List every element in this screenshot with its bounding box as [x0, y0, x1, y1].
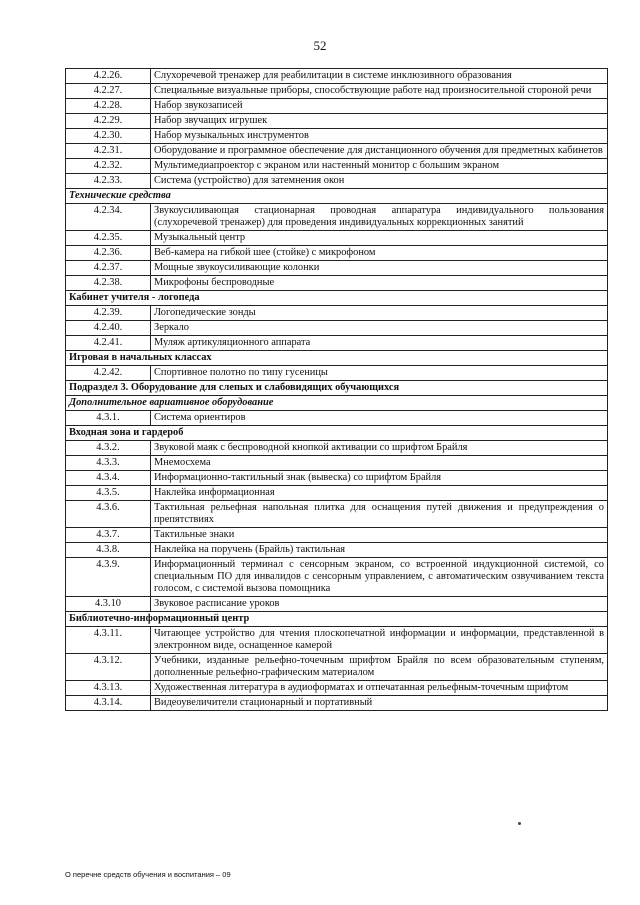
item-description: Система ориентиров: [151, 411, 608, 426]
table-row: [66, 246, 608, 261]
item-description: Звукоусиливающая стационарная проводная аппаратура индивидуального пользования (слухоречевой тренажер) для проведения индивидуальных коррекционных занятий: [151, 204, 608, 231]
table-row: [66, 501, 608, 528]
table-row: [66, 144, 608, 159]
table-row: [66, 261, 608, 276]
item-number: 4.3.5.: [66, 486, 151, 501]
table-row: [66, 204, 608, 231]
item-number: 4.3.3.: [66, 456, 151, 471]
item-description: Читающее устройство для чтения плоскопечатной информации и информации, представленной в электронном виде, оснащенное камерой: [151, 627, 608, 654]
item-number: 4.2.39.: [66, 306, 151, 321]
table-row: [66, 159, 608, 174]
section-row: [66, 189, 608, 204]
item-number: 4.2.40.: [66, 321, 151, 336]
table-row: [66, 543, 608, 558]
item-description: Наклейка информационная: [151, 486, 608, 501]
table-row: [66, 528, 608, 543]
item-description: Звуковой маяк с беспроводной кнопкой активации со шрифтом Брайля: [151, 441, 608, 456]
table-row: [66, 411, 608, 426]
table-row: [66, 306, 608, 321]
equipment-table: [65, 68, 608, 711]
scan-speck: [518, 822, 521, 825]
item-description: Музыкальный центр: [151, 231, 608, 246]
page-number: 52: [313, 38, 327, 53]
table-row: [66, 231, 608, 246]
item-description: Набор звукозаписей: [151, 99, 608, 114]
item-description: Оборудование и программное обеспечение для дистанционного обучения для предметных кабинетов: [151, 144, 608, 159]
section-heading: Игровая в начальных классах: [66, 351, 608, 366]
item-number: 4.3.7.: [66, 528, 151, 543]
table-row: [66, 366, 608, 381]
section-heading: Библиотечно-информационный центр: [66, 612, 608, 627]
item-number: 4.3.4.: [66, 471, 151, 486]
item-number: 4.2.33.: [66, 174, 151, 189]
item-description: Зеркало: [151, 321, 608, 336]
item-number: 4.3.13.: [66, 681, 151, 696]
item-description: Логопедические зонды: [151, 306, 608, 321]
table-row: [66, 696, 608, 711]
table-row: [66, 336, 608, 351]
table-row: [66, 558, 608, 597]
item-number: 4.2.37.: [66, 261, 151, 276]
table-row: [66, 597, 608, 612]
document-footer: О перечне средств обучения и воспитания – 09: [65, 870, 231, 879]
table-row: [66, 321, 608, 336]
item-description: Учебники, изданные рельефно-точечным шрифтом Брайля по всем образовательным ступеням, дополненные рельефно-графическим материалом: [151, 654, 608, 681]
item-description: Информационно-тактильный знак (вывеска) со шрифтом Брайля: [151, 471, 608, 486]
table-row: [66, 99, 608, 114]
table-row: [66, 486, 608, 501]
item-description: Веб-камера на гибкой шее (стойке) с микрофоном: [151, 246, 608, 261]
table-row: [66, 456, 608, 471]
item-number: 4.3.10: [66, 597, 151, 612]
item-description: Слухоречевой тренажер для реабилитации в системе инклюзивного образования: [151, 69, 608, 84]
table-row: [66, 174, 608, 189]
table-row: [66, 114, 608, 129]
item-description: Спортивное полотно по типу гусеницы: [151, 366, 608, 381]
table-row: [66, 654, 608, 681]
item-number: 4.2.31.: [66, 144, 151, 159]
section-heading: Технические средства: [66, 189, 608, 204]
item-description: Мнемосхема: [151, 456, 608, 471]
item-description: Художественная литература в аудиоформатах и отпечатанная рельефным-точечным шрифтом: [151, 681, 608, 696]
item-number: 4.2.36.: [66, 246, 151, 261]
item-description: Видеоувеличители стационарный и портативный: [151, 696, 608, 711]
item-number: 4.3.14.: [66, 696, 151, 711]
item-description: Специальные визуальные приборы, способствующие работе над произносительной стороной речи: [151, 84, 608, 99]
section-heading: Входная зона и гардероб: [66, 426, 608, 441]
item-description: Система (устройство) для затемнения окон: [151, 174, 608, 189]
section-row: [66, 351, 608, 366]
item-number: 4.2.32.: [66, 159, 151, 174]
table-row: [66, 129, 608, 144]
item-number: 4.3.11.: [66, 627, 151, 654]
section-row: [66, 612, 608, 627]
section-row: [66, 426, 608, 441]
item-number: 4.3.12.: [66, 654, 151, 681]
item-description: Информационный терминал с сенсорным экраном, со встроенной индукционной системой, со специальным ПО для инвалидов с сенсорным управлением, с автоматическим озвучиванием текста голосом, с системой вызова помощника: [151, 558, 608, 597]
item-number: 4.2.38.: [66, 276, 151, 291]
item-description: Муляж артикуляционного аппарата: [151, 336, 608, 351]
table-row: [66, 276, 608, 291]
item-number: 4.2.29.: [66, 114, 151, 129]
item-number: 4.2.26.: [66, 69, 151, 84]
item-number: 4.2.41.: [66, 336, 151, 351]
item-description: Микрофоны беспроводные: [151, 276, 608, 291]
table-row: [66, 681, 608, 696]
item-number: 4.3.1.: [66, 411, 151, 426]
section-heading: Кабинет учителя - логопеда: [66, 291, 608, 306]
equipment-table-body: [66, 69, 608, 711]
section-heading: Дополнительное вариативное оборудование: [66, 396, 608, 411]
subsection-row: [66, 381, 608, 396]
item-description: Мультимедиапроектор с экраном или настенный монитор с большим экраном: [151, 159, 608, 174]
table-row: [66, 69, 608, 84]
item-number: 4.2.35.: [66, 231, 151, 246]
table-row: [66, 627, 608, 654]
item-number: 4.3.8.: [66, 543, 151, 558]
section-row: [66, 291, 608, 306]
subsection-heading: Подраздел 3. Оборудование для слепых и слабовидящих обучающихся: [66, 381, 608, 396]
item-description: Тактильные знаки: [151, 528, 608, 543]
table-row: [66, 84, 608, 99]
item-description: Набор музыкальных инструментов: [151, 129, 608, 144]
item-number: 4.2.34.: [66, 204, 151, 231]
item-number: 4.3.9.: [66, 558, 151, 597]
item-description: Тактильная рельефная напольная плитка для оснащения путей движения и предупреждения о препятствиях: [151, 501, 608, 528]
item-description: Мощные звукоусиливающие колонки: [151, 261, 608, 276]
item-number: 4.3.6.: [66, 501, 151, 528]
item-description: Набор звучащих игрушек: [151, 114, 608, 129]
item-description: Звуковое расписание уроков: [151, 597, 608, 612]
section-row: [66, 396, 608, 411]
item-number: 4.2.28.: [66, 99, 151, 114]
item-number: 4.3.2.: [66, 441, 151, 456]
table-row: [66, 471, 608, 486]
item-number: 4.2.27.: [66, 84, 151, 99]
item-number: 4.2.30.: [66, 129, 151, 144]
item-number: 4.2.42.: [66, 366, 151, 381]
item-description: Наклейка на поручень (Брайль) тактильная: [151, 543, 608, 558]
table-row: [66, 441, 608, 456]
